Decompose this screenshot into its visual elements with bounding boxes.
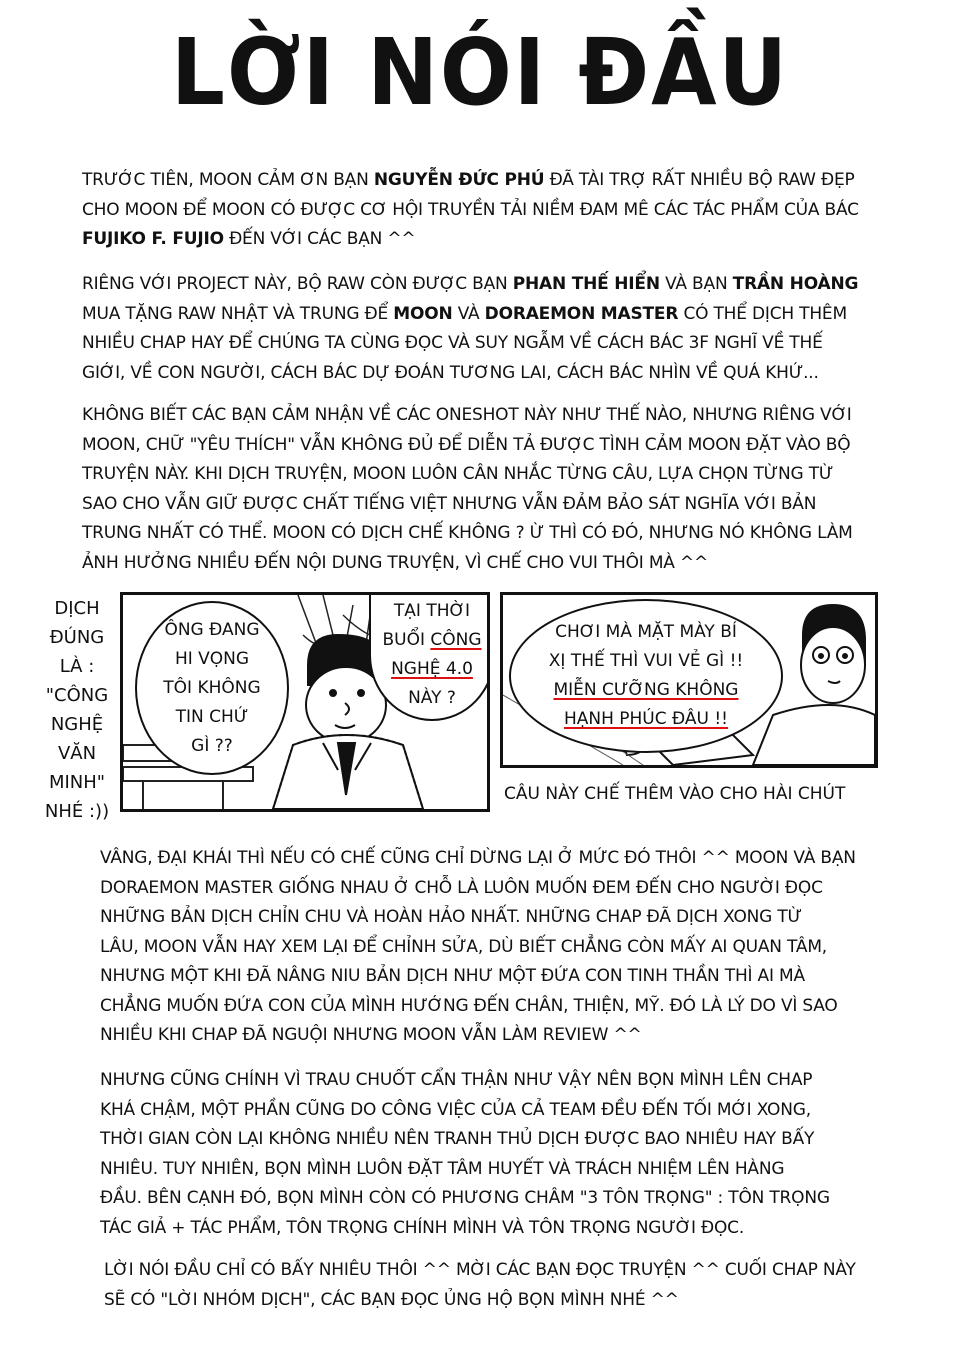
bubble-line: TÔI KHÔNG [163,677,261,698]
side-note-line: NHÉ :)) [44,801,110,822]
paragraph-1 [82,166,859,255]
side-note-line: LÀ : [59,656,95,677]
bubble-line: MIỄN CƯỠNG KHÔNG [553,680,739,700]
paragraph-line: SAO CHO VẪN GIỮ ĐƯỢC CHẤT TIẾNG VIỆT NHƯNG VẪN ĐẢM BẢO SÁT NGHĨA VỚI BẢN [82,493,817,514]
speech-bubble [509,599,783,753]
side-note-line: ĐÚNG [49,627,105,648]
paragraph-line: RIÊNG VỚI PROJECT NÀY, BỘ RAW CÒN ĐƯỢC BẠN PHAN THẾ HIỂN VÀ BẠN TRẦN HOÀNG [82,274,859,294]
paragraph-line: NHƯNG CŨNG CHÍNH VÌ TRAU CHUỐT CẨN THẬN NHƯ VẬY NÊN BỌN MÌNH LÊN CHAP [100,1070,813,1090]
paragraph-line: NHƯNG MỘT KHI ĐÃ NÂNG NIU BẢN DỊCH NHƯ MỘT ĐỨA CON TINH THẦN THÌ AI MÀ [100,966,805,986]
paragraph-line: ẢNH HƯỞNG NHIỀU ĐẾN NỘI DUNG TRUYỆN, VÌ CHẾ CHO VUI THÔI MÀ ^^ [82,552,709,573]
paragraph-line: ĐẦU. BÊN CẠNH ĐÓ, BỌN MÌNH CÒN CÓ PHƯƠNG CHÂM "3 TÔN TRỌNG" : TÔN TRỌNG [100,1188,830,1208]
paragraph-line: CHẲNG MUỐN ĐỨA CON CỦA MÌNH HƯỚNG ĐẾN CHÂN, THIỆN, MỸ. ĐÓ LÀ LÝ DO VÌ SAO [100,995,838,1016]
side-note-line: MINH" [48,772,106,793]
paragraph-line: SẼ CÓ "LỜI NHÓM DỊCH", CÁC BẠN ĐỌC ỦNG HỘ BỌN MÌNH NHÉ ^^ [104,1289,679,1310]
paragraph-line: GIỚI, VỀ CON NGƯỜI, CÁCH BÁC DỰ ĐOÁN TƯƠNG LAI, CÁCH BÁC NHÌN VỀ QUÁ KHỨ... [82,362,819,383]
paragraph-line: TRUYỆN NÀY. KHI DỊCH TRUYỆN, MOON LUÔN CÂN NHẮC TỪNG CÂU, LỰA CHỌN TỪNG TỪ [82,464,834,484]
paragraph-line: TRUNG NHẤT CÓ THỂ. MOON CÓ DỊCH CHẾ KHÔNG ? Ừ THÌ CÓ ĐÓ, NHƯNG NÓ KHÔNG LÀM [82,523,853,543]
bubble-line: HI VỌNG [174,648,250,669]
paragraph-line: LÂU, MOON VẪN HAY XEM LẠI ĐỂ CHỈNH SỬA, DÙ BIẾT CHẲNG CÒN MẤY AI QUAN TÂM, [100,936,827,957]
bubble-line: XỊ THẾ THÌ VUI VẺ GÌ !! [548,651,744,671]
paragraph-6 [104,1256,856,1315]
bubble-line: TIN CHỨ [175,706,249,727]
comic-panel-left [120,592,490,812]
paragraph-line: FUJIKO F. FUJIO ĐẾN VỚI CÁC BẠN ^^ [82,229,416,249]
comic-panel-right [500,592,878,768]
paragraph-line: NHIÊU. TUY NHIÊN, BỌN MÌNH LUÔN ĐẶT TÂM HUYẾT VÀ TRÁCH NHIỆM LÊN HÀNG [100,1158,785,1179]
paragraph-line: MUA TẶNG RAW NHẬT VÀ TRUNG ĐỂ MOON VÀ DORAEMON MASTER CÓ THỂ DỊCH THÊM [82,303,847,324]
bubble-line: BUỔI CÔNG [382,630,482,650]
paragraph-4 [100,844,856,1051]
paragraph-line: LỜI NÓI ĐẦU CHỈ CÓ BẤY NHIÊU THÔI ^^ MỜI CÁC BẠN ĐỌC TRUYỆN ^^ CUỐI CHAP NÀY [104,1260,856,1280]
bubble-line: NÀY ? [408,688,456,708]
side-note-line: DỊCH [54,598,100,619]
bubble-line: GÌ ?? [191,735,233,756]
paragraph-line: THỜI GIAN CÒN LẠI KHÔNG NHIỀU NÊN TRANH THỦ DỊCH ĐƯỢC BAO NHIÊU HAY BẤY [100,1129,815,1149]
paragraph-line: NHỮNG BẢN DỊCH CHỈN CHU VÀ HOÀN HẢO NHẤT. NHỮNG CHAP ĐÃ DỊCH XONG TỪ [100,907,802,927]
panel-caption: CÂU NÀY CHẾ THÊM VÀO CHO HÀI CHÚT [504,784,846,804]
paragraph-line: MOON, CHỮ "YÊU THÍCH" VẪN KHÔNG ĐỦ ĐỂ DIỄN TẢ ĐƯỢC TÌNH CẢM MOON ĐẶT VÀO BỘ [82,434,851,455]
paragraph-line: KHÁ CHẬM, MỘT PHẦN CŨNG DO CÔNG VIỆC CỦA CẢ TEAM ĐỀU ĐẾN TỐI MỚI XONG, [100,1099,811,1120]
bubble-line: NGHỆ 4.0 [391,659,473,679]
paragraph-line: NHIỀU KHI CHAP ĐÃ NGUỘI NHƯNG MOON VẪN LÀM REVIEW ^^ [100,1025,642,1045]
bubble-line: ÔNG ĐANG [164,619,260,640]
speech-bubble [135,601,289,775]
paragraph-3 [82,401,853,578]
paragraph-line: CHO MOON ĐỂ MOON CÓ ĐƯỢC CƠ HỘI TRUYỀN TẢI NIỀM ĐAM MÊ CÁC TÁC PHẨM CỦA BÁC [82,199,859,220]
paragraph-line: TRƯỚC TIÊN, MOON CẢM ƠN BẠN NGUYỄN ĐỨC PHÚ ĐÃ TÀI TRỢ RẤT NHIỀU BỘ RAW ĐẸP [82,170,855,190]
side-note-line: NGHỆ [50,714,104,735]
bubble-line: HẠNH PHÚC ĐÂU !! [563,709,729,729]
paragraph-line: KHÔNG BIẾT CÁC BẠN CẢM NHẬN VỀ CÁC ONESHOT NÀY NHƯ THẾ NÀO, NHƯNG RIÊNG VỚI [82,405,852,425]
paragraph-line: NHIỀU CHAP HAY ĐỂ CHÚNG TA CÙNG ĐỌC VÀ SUY NGẪM VỀ CÁCH BÁC 3F NGHĨ VỀ THẾ [82,333,823,353]
paragraph-5 [100,1066,830,1243]
side-note-line: VĂN [57,743,97,764]
side-note-line: "CÔNG [45,685,109,706]
paragraph-line: VÂNG, ĐẠI KHÁI THÌ NẾU CÓ CHẾ CŨNG CHỈ DỪNG LẠI Ở MỨC ĐÓ THÔI ^^ MOON VÀ BẠN [100,848,856,868]
paragraph-2 [82,270,858,388]
speech-bubble [369,592,490,721]
paragraph-line: DORAEMON MASTER GIỐNG NHAU Ở CHỖ LÀ LUÔN MUỐN ĐEM ĐẾN CHO NGƯỜI ĐỌC [100,877,823,898]
page-title: LỜI NÓI ĐẦU [171,19,789,126]
paragraph-line: TÁC GIẢ + TÁC PHẨM, TÔN TRỌNG CHÍNH MÌNH VÀ TÔN TRỌNG NGƯỜI ĐỌC. [100,1217,745,1238]
bubble-line: CHƠI MÀ MẶT MÀY BÍ [555,622,737,642]
bubble-line: TẠI THỜI [393,601,471,621]
translator-side-note [38,594,116,826]
